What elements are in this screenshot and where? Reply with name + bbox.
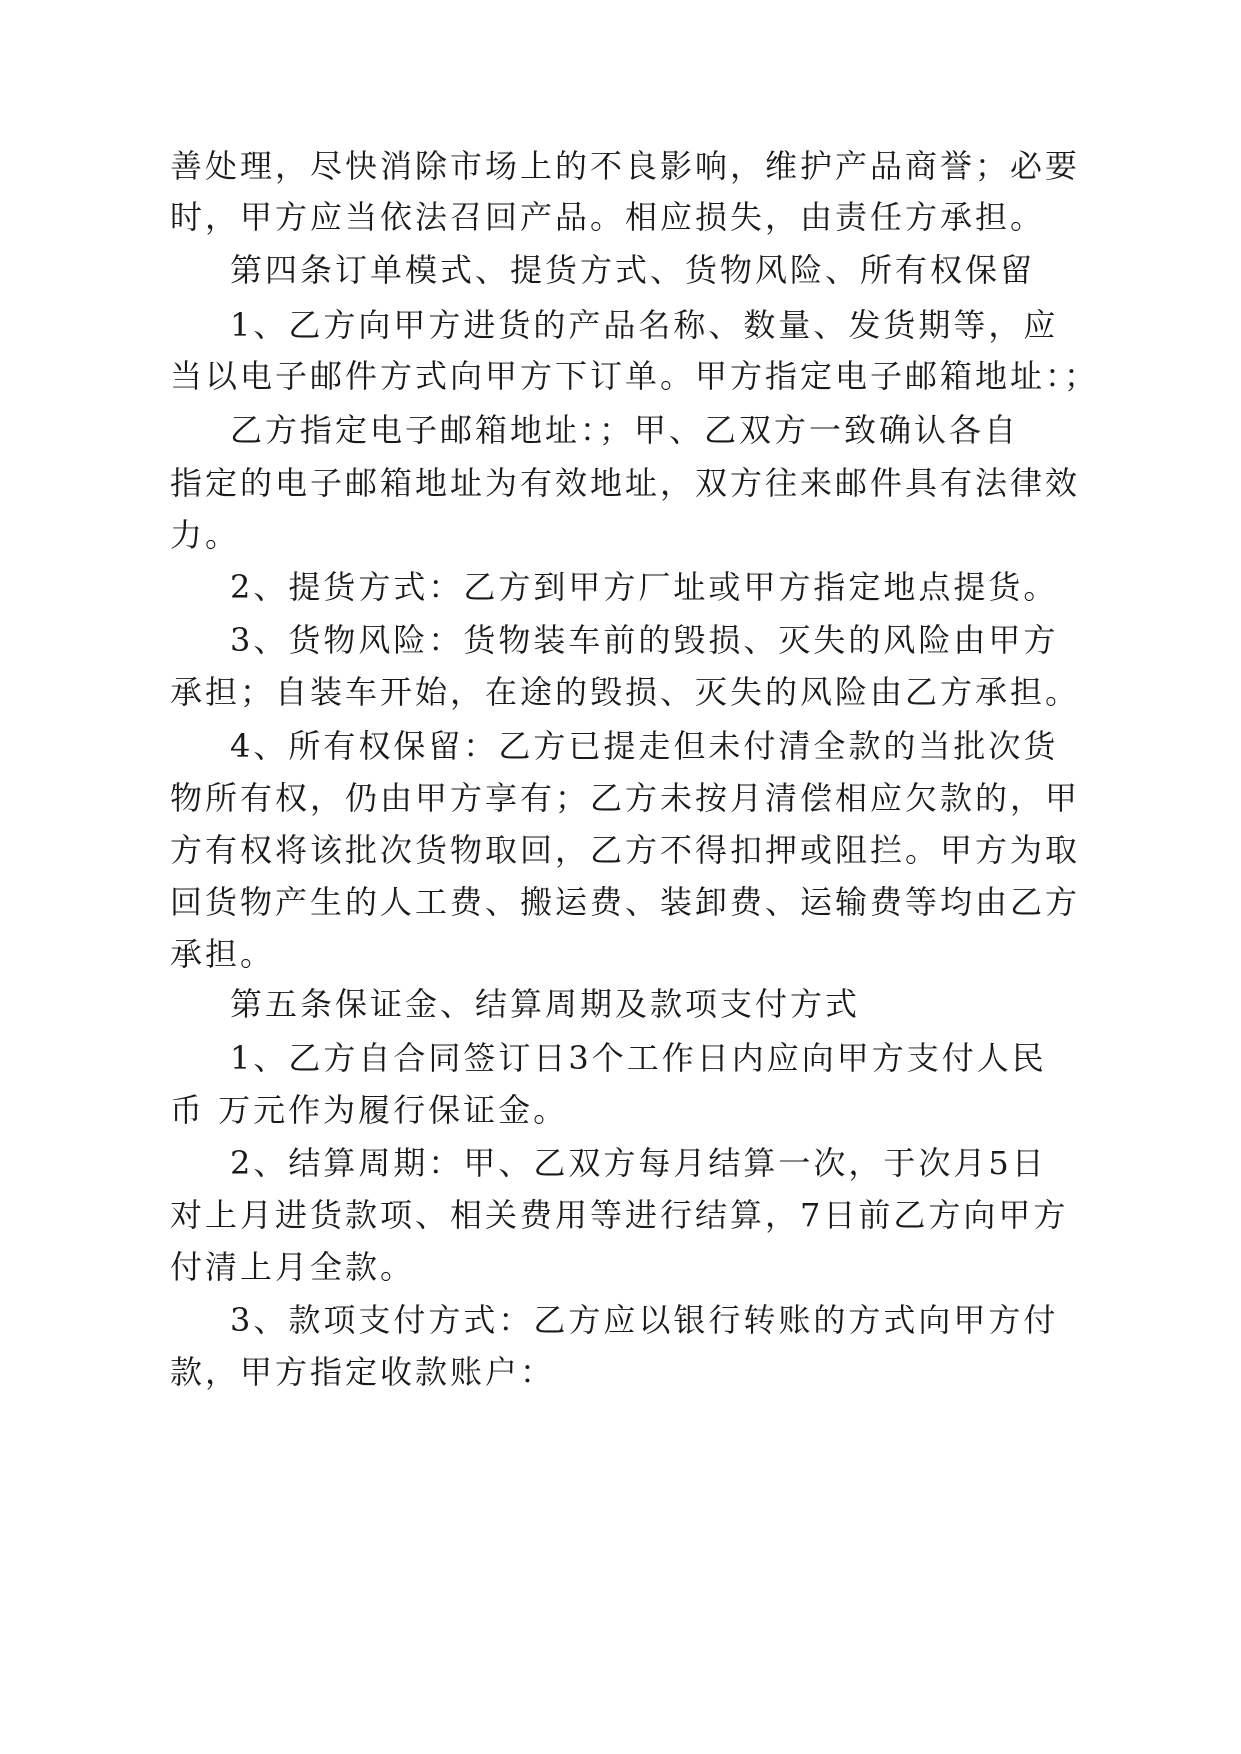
- text-line: 1、乙方向甲方进货的产品名称、数量、发货期等，应: [230, 306, 1059, 344]
- text-line: 3、款项支付方式：乙方应以银行转账的方式向甲方付: [230, 1301, 1059, 1339]
- section-heading: 第五条保证金、结算周期及款项支付方式: [230, 985, 861, 1023]
- text-line: 2、提货方式：乙方到甲方厂址或甲方指定地点提货。: [230, 568, 1059, 606]
- text-line: 方有权将该批次货物取回，乙方不得扣押或阻拦。甲方为取: [170, 831, 1081, 869]
- text-line: 承担。: [170, 935, 276, 973]
- text-line: 4、所有权保留：乙方已提走但未付清全款的当批次货: [230, 727, 1059, 765]
- text-line: 币 万元作为履行保证金。: [170, 1091, 569, 1129]
- text-line: 承担；自装车开始，在途的毁损、灭失的风险由乙方承担。: [170, 673, 1081, 711]
- text-line: 回货物产生的人工费、搬运费、装卸费、运输费等均由乙方: [170, 883, 1081, 921]
- text-line: 乙方指定电子邮箱地址：；甲、乙双方一致确认各自: [230, 411, 1020, 449]
- text-line: 指定的电子邮箱地址为有效地址，双方往来邮件具有法律效: [170, 464, 1081, 502]
- text-line: 时，甲方应当依法召回产品。相应损失，由责任方承担。: [170, 198, 1046, 236]
- text-line: 1、乙方自合同签订日3个工作日内应向甲方支付人民: [230, 1039, 1047, 1077]
- text-line: 2、结算周期：甲、乙双方每月结算一次，于次月5日: [230, 1144, 1047, 1182]
- text-line: 3、货物风险：货物装车前的毁损、灭失的风险由甲方: [230, 621, 1059, 659]
- text-line: 款，甲方指定收款账户：: [170, 1353, 556, 1391]
- text-line: 善处理，尽快消除市场上的不良影响，维护产品商誉；必要: [170, 147, 1081, 185]
- text-line: 物所有权，仍由甲方享有；乙方未按月清偿相应欠款的，甲: [170, 779, 1081, 817]
- text-line: 付清上月全款。: [170, 1248, 416, 1286]
- text-line: 力。: [170, 516, 241, 554]
- section-heading: 第四条订单模式、提货方式、货物风险、所有权保留: [230, 251, 1036, 289]
- text-line: 当以电子邮件方式向甲方下订单。甲方指定电子邮箱地址：；: [170, 357, 1100, 395]
- text-line: 对上月进货款项、相关费用等进行结算，7日前乙方向甲方: [170, 1196, 1069, 1234]
